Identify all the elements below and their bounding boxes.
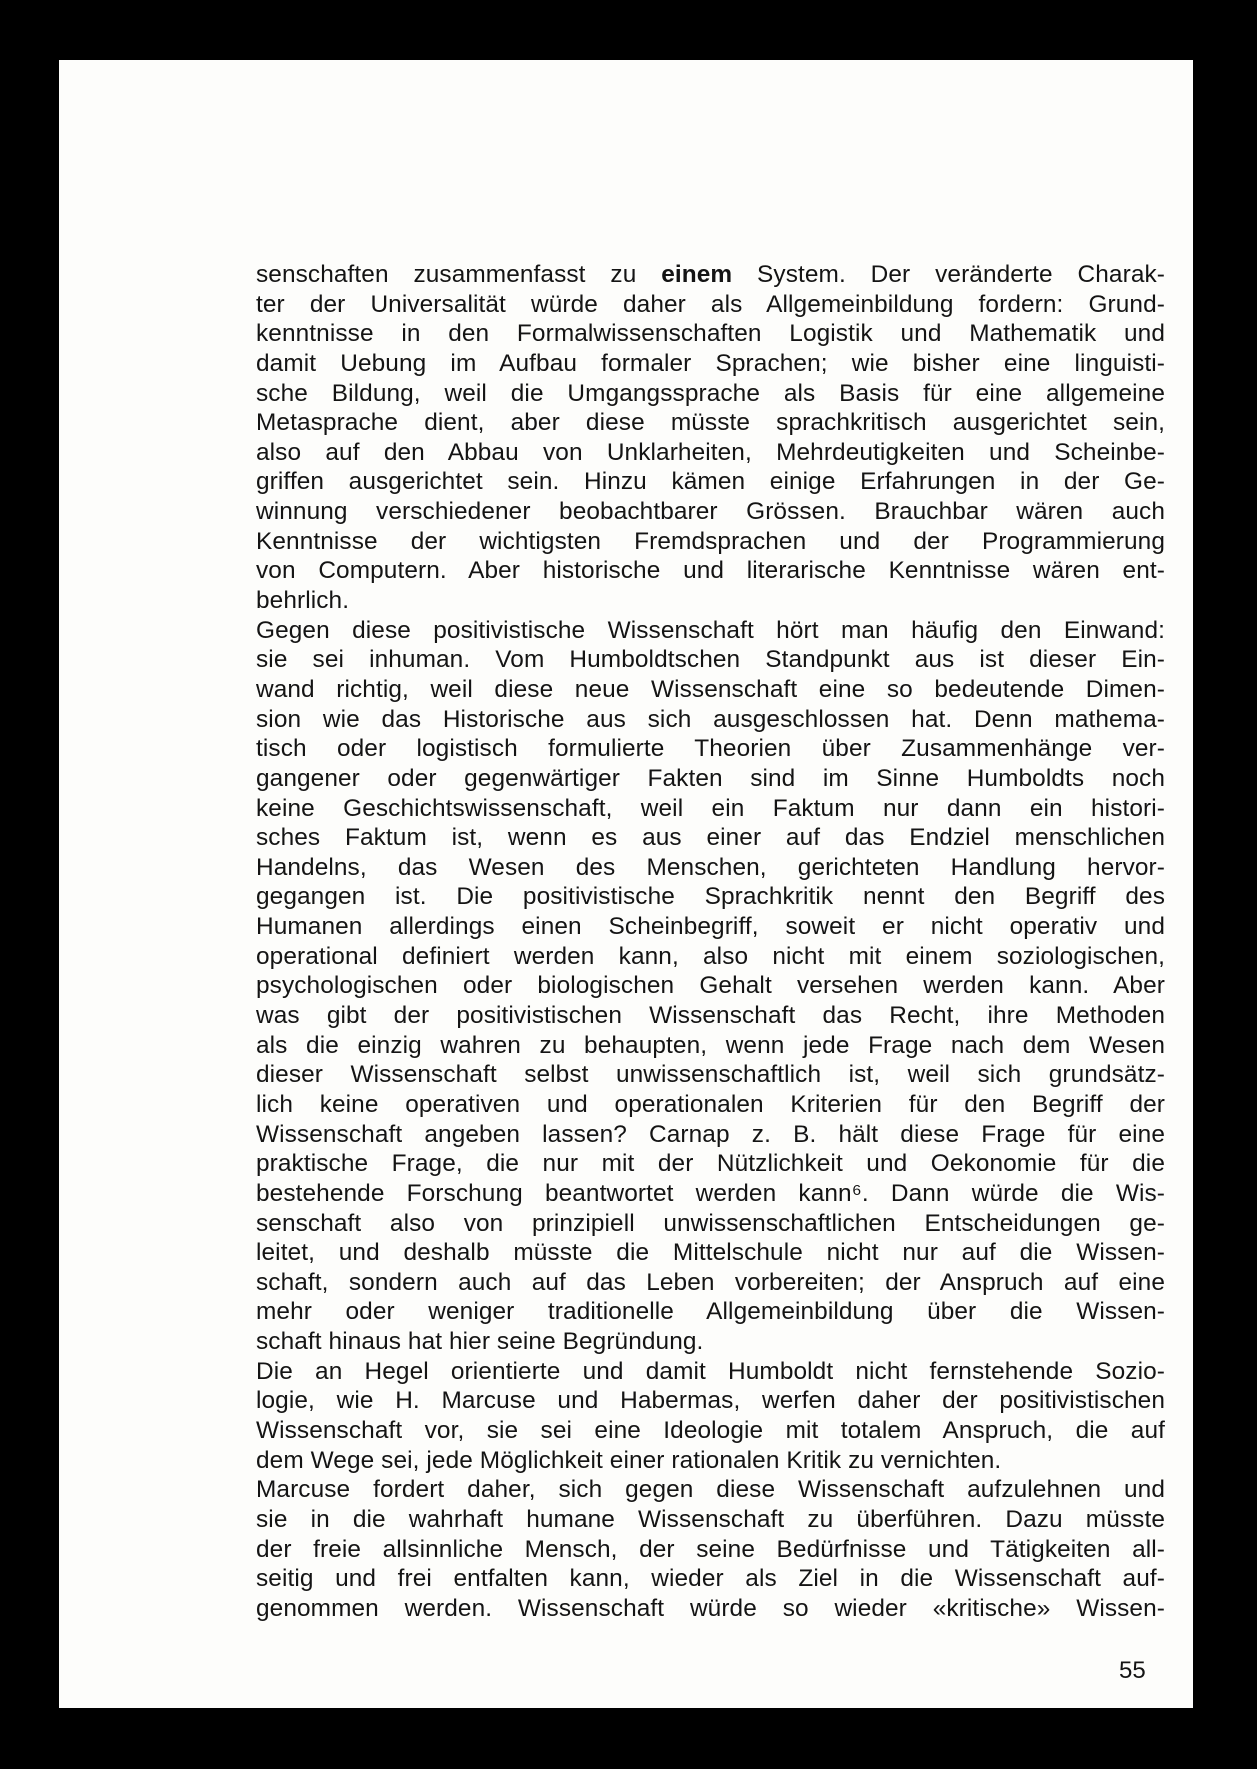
text-line: tisch oder logistisch formulierte Theorien über Zusammenhänge ver-	[256, 735, 1165, 763]
text-line: gangener oder gegenwärtiger Fakten sind im Sinne Humboldts noch	[256, 764, 1165, 792]
text-line: Wissenschaft vor, sie sei eine Ideologie mit totalem Anspruch, die auf	[256, 1416, 1165, 1444]
text-line: Humanen allerdings einen Scheinbegriff, soweit er nicht operativ und	[256, 913, 1165, 941]
text-line: seitig und frei entfalten kann, wieder als Ziel in die Wissenschaft auf-	[256, 1565, 1165, 1593]
text-line: ter der Universalität würde daher als Allgemeinbildung fordern: Grund-	[256, 290, 1165, 318]
text-line: gegangen ist. Die positivistische Sprachkritik nennt den Begriff des	[256, 883, 1165, 911]
text-line: Die an Hegel orientierte und damit Humboldt nicht fernstehende Sozio-	[256, 1357, 1165, 1385]
text-line: praktische Frage, die nur mit der Nützlichkeit und Oekonomie für die	[256, 1150, 1165, 1178]
text-line: dieser Wissenschaft selbst unwissenschaftlich ist, weil sich grundsätz-	[256, 1061, 1165, 1089]
text-line: bestehende Forschung beantwortet werden kann⁶. Dann würde die Wis-	[256, 1179, 1165, 1207]
text-line: behrlich.	[256, 587, 350, 615]
text-line: lich keine operativen und operationalen Kriterien für den Begriff der	[256, 1090, 1165, 1118]
text-line: sches Faktum ist, wenn es aus einer auf das Endziel menschlichen	[256, 824, 1165, 852]
text-line: sche Bildung, weil die Umgangssprache als Basis für eine allgemeine	[256, 379, 1165, 407]
text-line: senschaft also von prinzipiell unwissenschaftlichen Entscheidungen ge-	[256, 1209, 1165, 1237]
text-line: sie in die wahrhaft humane Wissenschaft zu überführen. Dazu müsste	[256, 1505, 1165, 1533]
text-line	[256, 260, 1165, 290]
text-line: der freie allsinnliche Mensch, der seine Bedürfnisse und Tätigkeiten all-	[256, 1535, 1165, 1563]
text-line: also auf den Abbau von Unklarheiten, Mehrdeutigkeiten und Scheinbe-	[256, 438, 1165, 466]
text-line: von Computern. Aber historische und literarische Kenntnisse wären ent-	[256, 557, 1165, 585]
text-line: mehr oder weniger traditionelle Allgemeinbildung über die Wissen-	[256, 1298, 1165, 1326]
text-line: Handelns, das Wesen des Menschen, gerichteten Handlung hervor-	[256, 853, 1165, 881]
text-line: kenntnisse in den Formalwissenschaften Logistik und Mathematik und	[256, 320, 1165, 348]
text-line: winnung verschiedener beobachtbarer Grössen. Brauchbar wären auch	[256, 498, 1165, 526]
text-line: Gegen diese positivistische Wissenschaft hört man häufig den Einwand:	[256, 616, 1165, 644]
text-line: keine Geschichtswissenschaft, weil ein Faktum nur dann ein histori-	[256, 794, 1165, 822]
text-line: damit Uebung im Aufbau formaler Sprachen; wie bisher eine linguisti-	[256, 349, 1165, 377]
text-line: sie sei inhuman. Vom Humboldtschen Standpunkt aus ist dieser Ein-	[256, 646, 1165, 674]
emphasized-word: einem	[661, 261, 733, 288]
text-line: schaft hinaus hat hier seine Begründung.	[256, 1328, 704, 1356]
text-line: dem Wege sei, jede Möglichkeit einer rationalen Kritik zu vernichten.	[256, 1446, 1002, 1474]
text-span: senschaften zusammenfasst zu	[256, 261, 662, 288]
text-line: Kenntnisse der wichtigsten Fremdsprachen und der Programmierung	[256, 527, 1165, 555]
text-line: operational definiert werden kann, also nicht mit einem soziologischen,	[256, 942, 1165, 970]
text-line: genommen werden. Wissenschaft würde so wieder «kritische» Wissen-	[256, 1594, 1165, 1622]
page-number: 55	[1119, 1657, 1146, 1684]
document-page	[59, 60, 1193, 1708]
body-text	[256, 260, 1165, 1623]
text-line: Marcuse fordert daher, sich gegen diese Wissenschaft aufzulehnen und	[256, 1476, 1165, 1504]
text-line: Metasprache dient, aber diese müsste sprachkritisch ausgerichtet sein,	[256, 409, 1165, 437]
text-line: logie, wie H. Marcuse und Habermas, werfen daher der positivistischen	[256, 1387, 1165, 1415]
text-line: leitet, und deshalb müsste die Mittelschule nicht nur auf die Wissen-	[256, 1239, 1165, 1267]
text-line: sion wie das Historische aus sich ausgeschlossen hat. Denn mathema-	[256, 705, 1165, 733]
text-line: als die einzig wahren zu behaupten, wenn jede Frage nach dem Wesen	[256, 1031, 1165, 1059]
text-line: Wissenschaft angeben lassen? Carnap z. B. hält diese Frage für eine	[256, 1120, 1165, 1148]
text-line: schaft, sondern auch auf das Leben vorbereiten; der Anspruch auf eine	[256, 1268, 1165, 1296]
text-line: wand richtig, weil diese neue Wissenschaft eine so bedeutende Dimen-	[256, 675, 1165, 703]
text-line: was gibt der positivistischen Wissenschaft das Recht, ihre Methoden	[256, 1002, 1165, 1030]
text-line: griffen ausgerichtet sein. Hinzu kämen einige Erfahrungen in der Ge-	[256, 468, 1165, 496]
text-line: psychologischen oder biologischen Gehalt versehen werden kann. Aber	[256, 972, 1165, 1000]
text-span: System. Der veränderte Charak-	[732, 261, 1165, 288]
